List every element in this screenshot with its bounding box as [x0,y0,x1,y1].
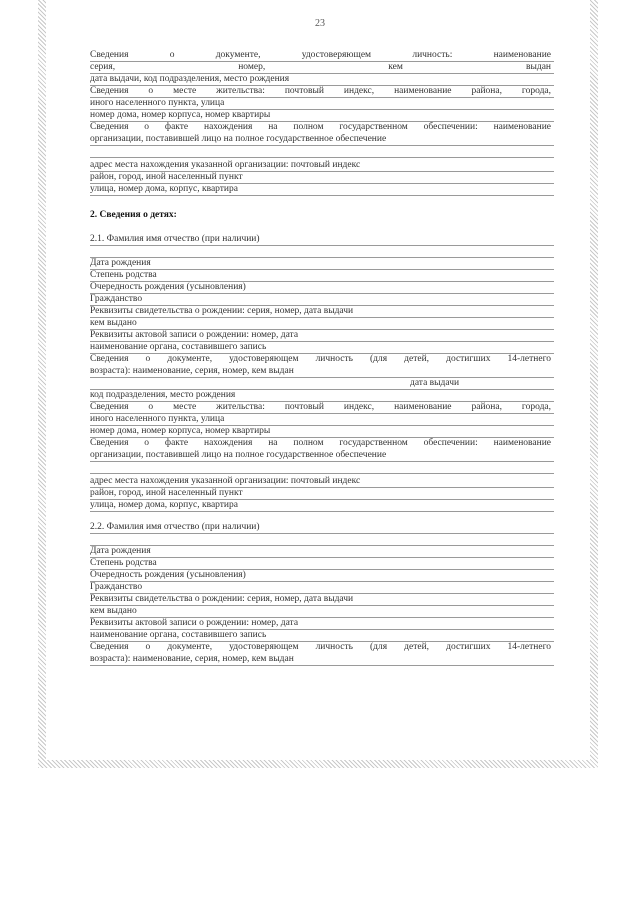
form-line: наименование органа, составившего запись [90,630,554,642]
form-line: кем выдано [90,318,554,330]
form-line: возраста): наименование, серия, номер, кем выдан [90,366,554,378]
form-line: Сведения о документе, удостоверяющем личность (для детей, достигших 14-летнего [90,354,551,364]
form-line [90,462,554,474]
form-line: Степень родства [90,558,554,570]
form-line: Гражданство [90,294,554,306]
form-line: организации, поставившей лицо на полное государственное обеспечение [90,134,554,146]
form-line [90,534,554,546]
form-line: Дата рождения [90,258,554,270]
form-line: иного населенного пункта, улица [90,414,554,426]
form-line: номер дома, номер корпуса, номер квартиры [90,110,554,122]
form-line: адрес места нахождения указанной организации: почтовый индекс [90,160,554,172]
form-line: номер дома, номер корпуса, номер квартиры [90,426,554,438]
form-line: Очередность рождения (усыновления) [90,570,554,582]
form-line: 2.2. Фамилия имя отчество (при наличии) [90,522,554,534]
form-line: возраста): наименование, серия, номер, кем выдан [90,654,554,666]
form-line: Реквизиты свидетельства о рождении: серия, номер, дата выдачи [90,594,554,606]
form-line: Степень родства [90,270,554,282]
form-line: Сведения о факте нахождения на полном государственном обеспечении: наименование [90,122,551,132]
form-line: Реквизиты актовой записи о рождении: номер, дата [90,618,554,630]
form-line: 2.1. Фамилия имя отчество (при наличии) [90,234,554,246]
form-line: дата выдачи [90,378,554,390]
form-line: Реквизиты свидетельства о рождении: серия, номер, дата выдачи [90,306,554,318]
form-line: серия, номер, кем выдан [90,62,554,74]
form-line: Сведения о месте жительства: почтовый индекс, наименование района, города, [90,86,554,98]
form-line [90,146,554,158]
form-line: Сведения о факте нахождения на полном государственном обеспечении: наименование [90,438,551,448]
form-line: иного населенного пункта, улица [90,98,554,110]
form-line: адрес места нахождения указанной организации: почтовый индекс [90,476,554,488]
form-line: район, город, иной населенный пункт [90,172,554,184]
form-line: Сведения о документе, удостоверяющем личность: наименование [90,50,554,62]
form-line: кем выдано [90,606,554,618]
form-line [90,246,554,258]
form-line: улица, номер дома, корпус, квартира [90,184,554,196]
form-line: Сведения о документе, удостоверяющем личность (для детей, достигших 14-летнего [90,642,551,652]
form-line: Реквизиты актовой записи о рождении: номер, дата [90,330,554,342]
section-heading: 2. Сведения о детях: [90,210,554,221]
form-line: Очередность рождения (усыновления) [90,282,554,294]
form-line: организации, поставившей лицо на полное государственное обеспечение [90,450,554,462]
form-line: дата выдачи, код подразделения, место рождения [90,74,554,86]
form-line: Сведения о месте жительства: почтовый индекс, наименование района, города, [90,402,554,414]
form-line: наименование органа, составившего запись [90,342,554,354]
form-line: Дата рождения [90,546,554,558]
form-line: Гражданство [90,582,554,594]
form-line: улица, номер дома, корпус, квартира [90,500,554,512]
page-number: 23 [315,18,325,29]
form-line: район, город, иной населенный пункт [90,488,554,500]
form-line: код подразделения, место рождения [90,390,554,402]
